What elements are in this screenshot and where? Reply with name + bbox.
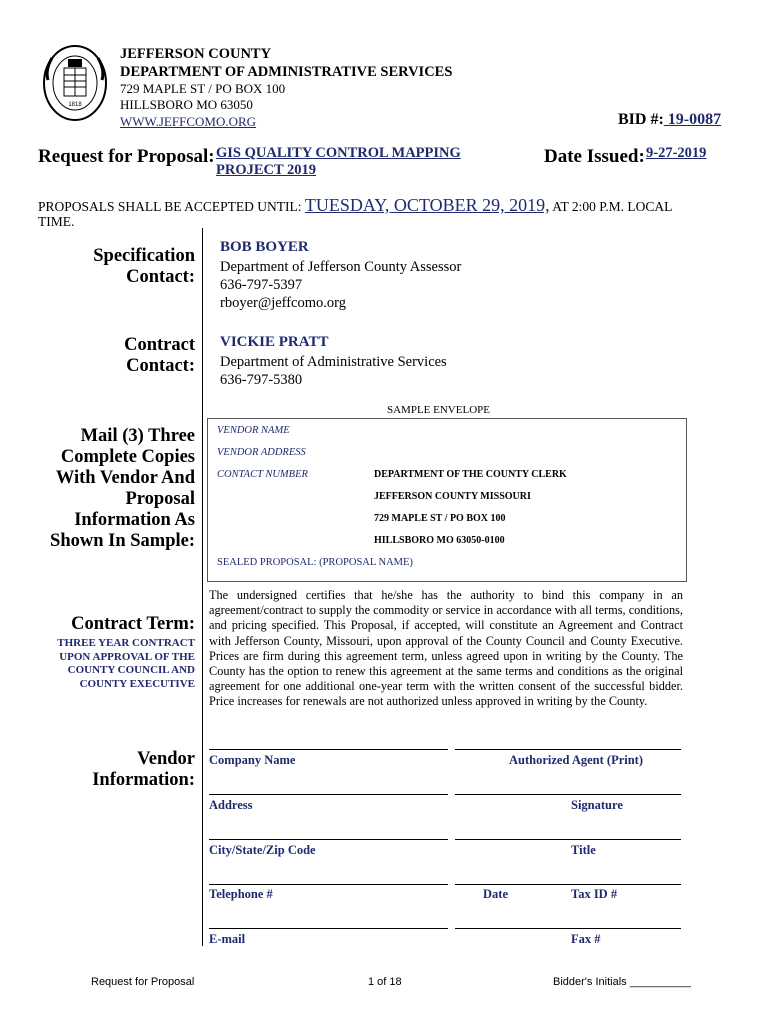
- telephone-label: Telephone #: [209, 887, 273, 901]
- county-seal-logo: [42, 44, 108, 122]
- left-column-divider: [202, 228, 203, 946]
- address-line-1: 729 MAPLE ST / PO BOX 100: [120, 81, 286, 96]
- spec-contact-details: [220, 258, 461, 312]
- contract-term-paragraph: The undersigned certifies that he/she has the authority to bind this company in an agreement/contract to supply the commodity or service in accordance with all terms, conditions, and pricing specified. This Proposal, if accepted, will constitute an Agreement and Contract with Jefferson County, Missouri, upon approval of the County Council and County Executive. Prices are firm during this agreement term, unless agreed upon in writing by the County. The County has the option to renew this agreement at the same terms and conditions as the original agreement for one additional one-year term with the written consent of the successful bidder. Price increases for renewals are not authorized unless approved in writing by the County.: [209, 588, 683, 709]
- date-issued-value: 9-27-2019: [646, 145, 707, 161]
- vendor-info-label-1: Vendor: [137, 749, 195, 769]
- contract-contact-label: [124, 335, 195, 377]
- spec-contact-label-2: Contact:: [126, 267, 195, 287]
- city-state-zip-field[interactable]: [209, 839, 448, 840]
- mail-instructions: [50, 426, 195, 552]
- tax-id-label: Tax ID #: [571, 887, 618, 901]
- footer-page-number: 1 of 18: [368, 976, 402, 988]
- authorized-agent-field[interactable]: [455, 749, 681, 750]
- city-state-zip-label: City/State/Zip Code: [209, 843, 316, 857]
- deadline-date: TUESDAY, OCTOBER 29, 2019,: [304, 195, 550, 215]
- rfp-title: [216, 145, 461, 179]
- mail-line: Mail (3) Three: [80, 426, 195, 446]
- footer-doc-name: Request for Proposal: [91, 976, 195, 988]
- envelope-to-line-1: DEPARTMENT OF THE COUNTY CLERK: [374, 469, 567, 480]
- address-line-2: HILLSBORO MO 63050: [120, 97, 253, 112]
- contract-term-line-3: COUNTY COUNCIL AND: [67, 664, 195, 677]
- spec-contact-phone: 636-797-5397: [220, 277, 303, 293]
- website-link[interactable]: WWW.JEFFCOMO.ORG: [120, 114, 257, 129]
- envelope-to-line-2: JEFFERSON COUNTY MISSOURI: [374, 491, 531, 502]
- contract-term-line-4: COUNTY EXECUTIVE: [79, 677, 195, 690]
- mail-line: Information As: [74, 510, 195, 530]
- spec-contact-dept: Department of Jefferson County Assessor: [220, 259, 462, 275]
- telephone-field[interactable]: [209, 884, 448, 885]
- contract-contact-label-1: Contract: [124, 335, 195, 355]
- contract-contact-phone: 636-797-5380: [220, 372, 303, 388]
- contract-term-label: Contract Term:: [71, 614, 195, 634]
- bid-number: 19-0087: [663, 111, 722, 128]
- bid-label: BID #:: [618, 111, 664, 128]
- rfp-title-line-1: GIS QUALITY CONTROL MAPPING: [216, 145, 461, 161]
- contract-contact-details: [220, 353, 447, 389]
- vendor-info-label: [92, 749, 195, 791]
- spec-contact-name: BOB BOYER: [220, 239, 309, 255]
- mail-line: Proposal: [125, 489, 195, 509]
- company-name-label: Company Name: [209, 753, 296, 767]
- signature-field[interactable]: [455, 794, 681, 795]
- contract-contact-dept: Department of Administrative Services: [220, 354, 447, 370]
- deadline-line: [38, 195, 672, 216]
- date-tax-id-field[interactable]: [455, 884, 681, 885]
- email-label: E-mail: [209, 932, 246, 946]
- envelope-to-line-3: 729 MAPLE ST / PO BOX 100: [374, 513, 506, 524]
- fax-label: Fax #: [571, 932, 601, 946]
- envelope-vendor-address: VENDOR ADDRESS: [217, 447, 306, 458]
- spec-contact-label-1: Specification: [93, 246, 195, 266]
- envelope-contact-number: CONTACT NUMBER: [217, 469, 308, 480]
- contract-term-detail: [57, 637, 195, 691]
- authorized-agent-label: Authorized Agent (Print): [509, 753, 644, 767]
- signature-label: Signature: [571, 798, 623, 812]
- mail-line: Complete Copies: [60, 447, 195, 467]
- email-field[interactable]: [209, 928, 448, 929]
- vendor-info-label-2: Information:: [92, 770, 195, 790]
- contract-contact-name: VICKIE PRATT: [220, 334, 329, 350]
- deadline-suffix: AT 2:00 P.M. LOCAL: [552, 199, 673, 214]
- envelope-caption: SAMPLE ENVELOPE: [387, 404, 490, 416]
- address-field[interactable]: [209, 794, 448, 795]
- contract-term-line-2: UPON APPROVAL OF THE: [59, 650, 195, 663]
- envelope-to-line-4: HILLSBORO MO 63050-0100: [374, 535, 505, 546]
- rfp-label: Request for Proposal:: [38, 146, 215, 167]
- mail-line: With Vendor And: [55, 468, 195, 488]
- date-issued-label: Date Issued:: [544, 146, 645, 167]
- contract-contact-label-2: Contact:: [126, 356, 195, 376]
- deadline-prefix: PROPOSALS SHALL BE ACCEPTED UNTIL:: [38, 199, 302, 214]
- address-label: Address: [209, 798, 253, 812]
- title-label: Title: [571, 843, 596, 857]
- title-field[interactable]: [455, 839, 681, 840]
- svg-text:1818: 1818: [68, 102, 82, 108]
- fax-field[interactable]: [455, 928, 681, 929]
- footer-bidder-initials: Bidder's Initials __________: [553, 976, 691, 988]
- company-name-field[interactable]: [209, 749, 448, 750]
- envelope-vendor-name: VENDOR NAME: [217, 425, 290, 436]
- spec-contact-label: [93, 246, 195, 288]
- contract-term-line-1: THREE YEAR CONTRACT: [57, 637, 195, 649]
- rfp-title-line-2: PROJECT 2019: [216, 162, 317, 178]
- org-name: JEFFERSON COUNTY: [120, 46, 272, 62]
- envelope-sealed-proposal: SEALED PROPOSAL: (PROPOSAL NAME): [217, 557, 413, 568]
- mail-line: Shown In Sample:: [50, 531, 195, 551]
- sample-envelope: [207, 418, 687, 582]
- date-label: Date: [483, 887, 508, 901]
- spec-contact-email[interactable]: rboyer@jeffcomo.org: [220, 295, 346, 311]
- department-name: DEPARTMENT OF ADMINISTRATIVE SERVICES: [120, 64, 453, 80]
- bid-number-row: [618, 111, 721, 129]
- deadline-line-2: TIME.: [38, 214, 75, 229]
